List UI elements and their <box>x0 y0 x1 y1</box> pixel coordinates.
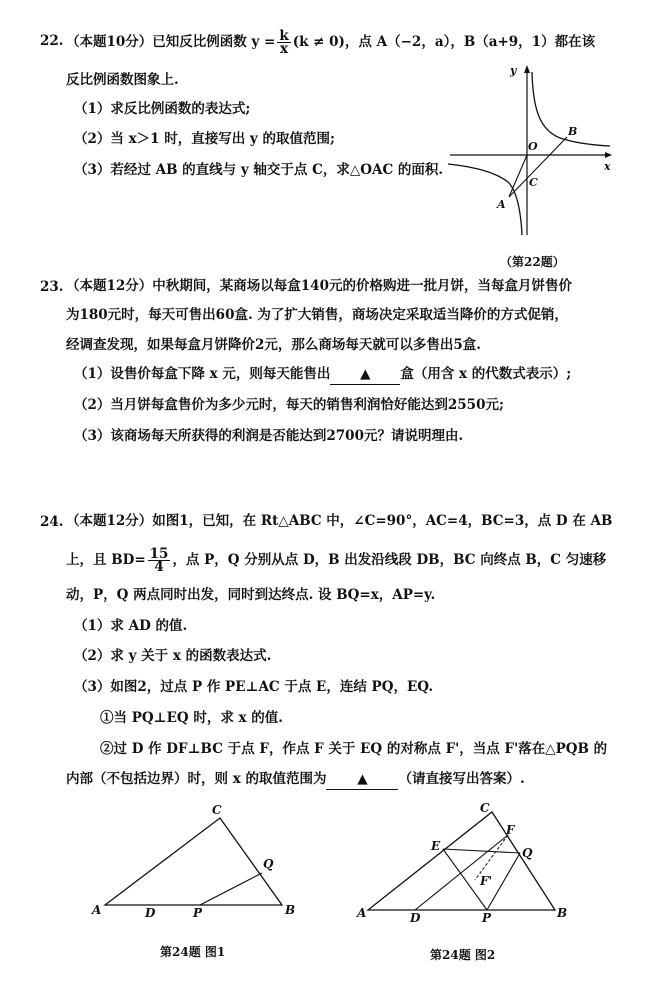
q22-label-c: C <box>529 176 538 189</box>
q22-label-x: x <box>604 160 611 173</box>
q24-sub2: （2）求 y 关于 x 的函数表达式. <box>74 648 272 664</box>
fig2-label-d: D <box>410 911 421 925</box>
q24-sub3-i: ①当 PQ⊥EQ 时，求 x 的值. <box>100 710 283 726</box>
q22-frac-den: x <box>279 41 289 57</box>
q24-frac-num: 15 <box>149 546 169 562</box>
q24-line2-a: 上，且 BD= <box>66 552 146 568</box>
q24-line2-b: ，点 P，Q 分别从点 D，B 出发沿线段 DB，BC 向终点 B，C 匀速移 <box>172 552 607 568</box>
fig2-label-e: E <box>431 839 441 853</box>
q24-line2 <box>66 548 606 573</box>
fig2-segment-eq <box>443 849 520 853</box>
q22-label-a: A <box>497 198 506 211</box>
q24-figure-1 <box>92 800 296 920</box>
q22-fraction <box>277 30 290 55</box>
q22-x-arrow <box>605 152 612 158</box>
q24-fig2-caption: 第24题 图2 <box>430 948 496 962</box>
q22-line1 <box>66 30 595 55</box>
fig2-label-b: B <box>557 906 568 920</box>
q24-fig1-caption: 第24题 图1 <box>160 945 226 959</box>
q22-segment-oa <box>509 155 527 197</box>
q22-line-ab <box>509 137 567 197</box>
q22-sub1: （1）求反比例函数的表达式; <box>74 101 251 117</box>
q22-sub3: （3）若经过 AB 的直线与 y 轴交于点 C，求△OAC 的面积. <box>74 162 444 178</box>
fig2-label-f: F <box>506 823 515 837</box>
fig2-label-a: A <box>357 906 367 920</box>
fig1-label-d: D <box>145 906 156 920</box>
q22-label-o: O <box>528 140 538 153</box>
q24-frac-den: 4 <box>154 559 164 575</box>
q23-sub1 <box>74 364 571 385</box>
q24-line1: （本题12分）如图1，已知，在 Rt△ABC 中，∠C=90°，AC=4，BC=3，点 D 在 AB <box>66 513 613 529</box>
q22-label-y: y <box>510 64 517 77</box>
fig1-triangle-abc <box>105 818 282 905</box>
fig1-segment-pq <box>200 873 262 905</box>
q22-caption: （第22题） <box>500 255 565 269</box>
fig1-label-q: Q <box>263 857 274 871</box>
fig1-label-a: A <box>92 903 102 917</box>
q22-y-arrow <box>524 65 530 73</box>
q24-sub3-ii: ②过 D 作 DF⊥BC 于点 F，作点 F 关于 EQ 的对称点 F'，当点 F'落在△PQB 的 <box>100 741 608 757</box>
q22-hyperbola-branch-2 <box>448 164 522 235</box>
fig2-label-c: C <box>480 801 490 815</box>
q24-sub3-ii-b: 内部（不包括边界）时，则 x 的取值范围为 <box>66 771 327 787</box>
q22-frac-num: k <box>279 28 289 44</box>
q23-sub1-b: 盒（用含 x 的代数式表示）; <box>400 366 572 382</box>
fig2-label-fprime: F' <box>480 874 493 888</box>
q23-line2: 为180元时，每天可售出60盒. 为了扩大销售，商场决定采取适当降价的方式促销， <box>66 307 568 323</box>
q22-line1-a: （本题10分）已知反比例函数 y = <box>66 34 276 50</box>
fig1-label-c: C <box>212 803 222 817</box>
fig2-label-q: Q <box>522 846 533 860</box>
q23-sub3: （3）该商场每天所获得的利润是否能达到2700元？请说明理由. <box>74 428 464 444</box>
q24-number: 24. <box>40 514 64 530</box>
q22-line2: 反比例函数图象上. <box>66 72 179 88</box>
q24-sub3-ii-line2 <box>66 769 525 790</box>
fig2-label-p: P <box>482 911 492 925</box>
q23-sub1-a: （1）设售价每盒下降 x 元，则每天能售出 <box>74 366 331 382</box>
q23-line1: （本题12分）中秋期间，某商场以每盒140元的价格购进一批月饼，当每盒月饼售价 <box>66 278 572 294</box>
q22-figure <box>444 60 614 240</box>
fig1-label-p: P <box>193 906 203 920</box>
q23-line3: 经调查发现，如果每盒月饼降价2元，那么商场每天就可以多售出5盒. <box>66 337 481 353</box>
fig1-label-b: B <box>285 903 296 917</box>
q22-sub2: （2）当 x＞1 时，直接写出 y 的取值范围; <box>74 131 335 147</box>
q24-fraction <box>148 548 171 573</box>
q24-sub1: （1）求 AD 的值. <box>74 618 188 634</box>
fig2-triangle-abc <box>368 812 555 910</box>
q22-line1-b: (k ≠ 0)，点 A（−2，a），B（a+9，1）都在该 <box>292 34 596 50</box>
q22-number: 22. <box>40 33 64 49</box>
q23-answer-blank: ▲ <box>330 364 400 385</box>
q24-figure-2 <box>355 800 575 925</box>
q24-answer-blank: ▲ <box>326 769 398 790</box>
q23-number: 23. <box>40 279 64 295</box>
q23-sub2: （2）当月饼每盒售价为多少元时，每天的销售利润恰好能达到2550元; <box>74 397 504 413</box>
q22-label-b: B <box>568 125 578 138</box>
q24-line3: 动，P，Q 两点同时出发，同时到达终点. 设 BQ=x，AP=y. <box>66 587 436 603</box>
q24-sub3: （3）如图2，过点 P 作 PE⊥AC 于点 E，连结 PQ，EQ. <box>74 679 434 695</box>
q24-sub3-ii-c: （请直接写出答案）. <box>398 771 525 787</box>
